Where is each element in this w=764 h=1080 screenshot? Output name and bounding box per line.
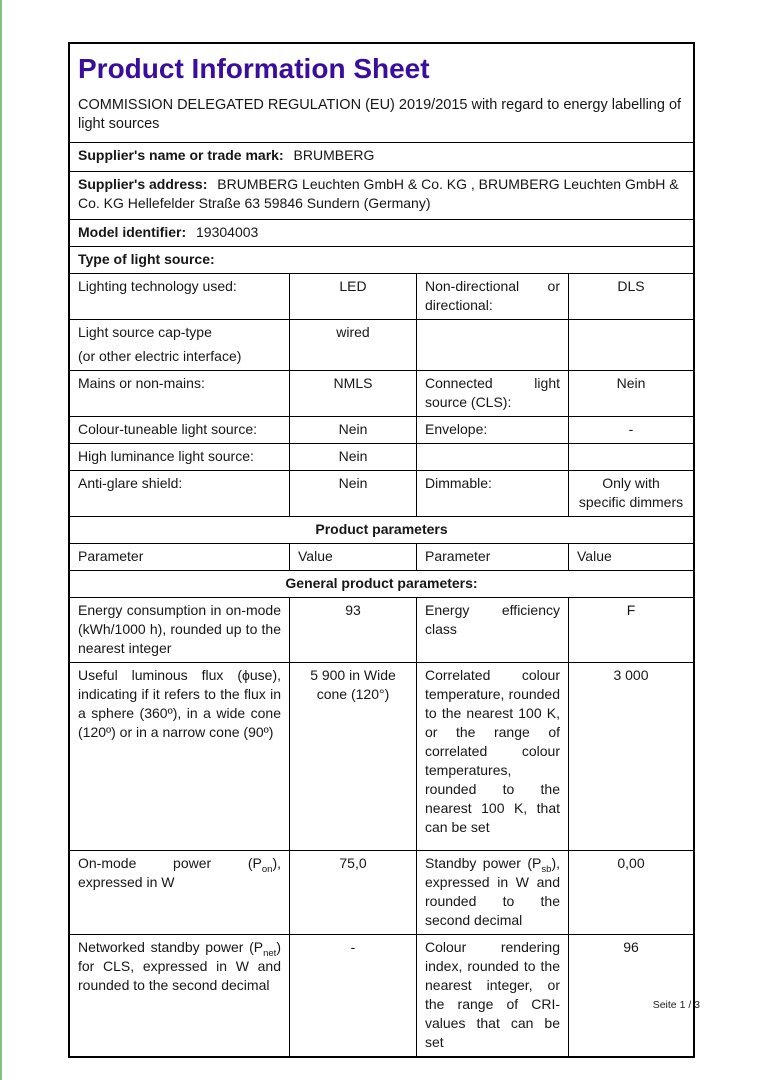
cap-type-label bbox=[70, 320, 289, 370]
high-luminance-row bbox=[70, 443, 693, 470]
anti-glare-label: Anti-glare shield: bbox=[78, 475, 183, 491]
standby-power-label-post: ), expressed in W and rounded to the second decimal bbox=[425, 855, 560, 928]
colour-tuneable-value: Nein bbox=[289, 417, 416, 443]
standby-power-label bbox=[416, 851, 568, 934]
luminous-flux-label: Useful luminous flux (ϕuse), indicating if it refers to the flux in a sphere (360º), in a wide cone (120º) or in a narrow cone (90º) bbox=[78, 667, 281, 740]
lighting-technology-value: LED bbox=[289, 274, 416, 319]
cap-type-value: wired bbox=[289, 320, 416, 370]
mains-value: NMLS bbox=[289, 371, 416, 416]
supplier-address-label: Supplier's address: bbox=[78, 176, 208, 192]
on-mode-power-label-sub: on bbox=[261, 863, 273, 875]
anti-glare-value: Nein bbox=[289, 471, 416, 516]
model-identifier-cell bbox=[70, 220, 693, 246]
lighting-technology-row bbox=[70, 273, 693, 319]
envelope-value: - bbox=[568, 417, 693, 443]
type-of-light-source-label: Type of light source: bbox=[78, 251, 215, 267]
dimmable-label: Dimmable: bbox=[416, 471, 568, 516]
networked-standby-label-pre: Networked standby power (P bbox=[78, 939, 264, 955]
supplier-address-row bbox=[70, 171, 693, 219]
energy-efficiency-class-value: F bbox=[568, 598, 693, 662]
high-luminance-empty-label bbox=[416, 444, 568, 470]
type-of-light-source-cell bbox=[70, 247, 693, 273]
networked-standby-row bbox=[70, 934, 693, 1056]
networked-standby-label-sub: net bbox=[263, 947, 277, 959]
colour-rendering-index-label: Colour rendering index, rounded to the nearest integer, or the range of CRI-values that can be set bbox=[416, 935, 568, 1056]
supplier-address-cell bbox=[70, 172, 693, 219]
model-identifier-row bbox=[70, 219, 693, 246]
page-number: Seite 1 / 3 bbox=[652, 999, 700, 1011]
supplier-address-value: BRUMBERG Leuchten GmbH & Co. KG , BRUMBERG Leuchten GmbH & Co. KG Hellefelder Straße 63 59846 Sundern (Germany) bbox=[78, 176, 679, 211]
supplier-name-value: BRUMBERG bbox=[293, 147, 375, 163]
cap-type-row bbox=[70, 319, 693, 370]
high-luminance-label: High luminance light source: bbox=[78, 448, 254, 464]
on-mode-power-value: 75,0 bbox=[289, 851, 416, 934]
column-header-value-1: Value bbox=[289, 544, 416, 570]
energy-consumption-row bbox=[70, 597, 693, 662]
high-luminance-empty-value bbox=[568, 444, 693, 470]
on-mode-power-label bbox=[70, 851, 289, 934]
general-parameters-section-row bbox=[70, 570, 693, 597]
colour-tuneable-row bbox=[70, 416, 693, 443]
cls-label: Connected light source (CLS): bbox=[416, 371, 568, 416]
energy-efficiency-class-label: Energy efficiency class bbox=[416, 598, 568, 662]
colour-temperature-label: Correlated colour temperature, rounded to the nearest 100 K, or the range of correlated colour temperatures, rounded to the nearest 100 K, that can be set bbox=[416, 663, 568, 850]
colour-rendering-index-value: 96 bbox=[568, 935, 693, 1056]
anti-glare-row bbox=[70, 470, 693, 516]
cap-type-empty-value bbox=[568, 320, 693, 370]
supplier-name-label: Supplier's name or trade mark: bbox=[78, 147, 284, 163]
networked-standby-label-post: ) for CLS, expressed in W and rounded to the second decimal bbox=[78, 939, 281, 993]
on-mode-power-label-pre: On-mode power (P bbox=[78, 855, 262, 871]
high-luminance-value: Nein bbox=[289, 444, 416, 470]
model-identifier-value: 19304003 bbox=[196, 224, 259, 240]
lighting-technology-label: Lighting technology used: bbox=[78, 278, 237, 294]
product-parameters-section-row bbox=[70, 516, 693, 543]
cap-type-label-line1: Light source cap-type bbox=[78, 324, 212, 340]
product-information-table bbox=[68, 42, 695, 1058]
directionality-label: Non-directional or directional: bbox=[416, 274, 568, 319]
on-mode-power-label-post: ), expressed in W bbox=[78, 855, 281, 890]
luminous-flux-value: 5 900 in Wide cone (120°) bbox=[289, 663, 416, 850]
standby-power-label-sub: sb bbox=[541, 863, 552, 875]
product-parameters-section-title: Product parameters bbox=[315, 521, 448, 537]
energy-consumption-label: Energy consumption in on-mode (kWh/1000 h), rounded up to the nearest integer bbox=[78, 602, 281, 656]
standby-power-value: 0,00 bbox=[568, 851, 693, 934]
title-row bbox=[70, 44, 693, 142]
networked-standby-value: - bbox=[289, 935, 416, 1056]
dimmable-value: Only with specific dimmers bbox=[568, 471, 693, 516]
general-parameters-section-title: General product parameters: bbox=[285, 575, 478, 591]
column-header-value-2: Value bbox=[568, 544, 693, 570]
directionality-value: DLS bbox=[568, 274, 693, 319]
mains-row bbox=[70, 370, 693, 416]
supplier-name-cell bbox=[70, 143, 693, 171]
left-edge-accent bbox=[0, 0, 2, 1080]
colour-tuneable-label: Colour-tuneable light source: bbox=[78, 421, 257, 437]
column-header-parameter-2: Parameter bbox=[416, 544, 568, 570]
page-title: Product Information Sheet bbox=[78, 53, 430, 84]
on-mode-power-row bbox=[70, 850, 693, 934]
standby-power-label-pre: Standby power (P bbox=[425, 855, 542, 871]
column-header-row bbox=[70, 543, 693, 570]
cap-type-label-line2: (or other electric interface) bbox=[78, 348, 242, 364]
mains-label: Mains or non-mains: bbox=[78, 375, 205, 391]
networked-standby-label bbox=[70, 935, 289, 1056]
column-header-parameter-1: Parameter bbox=[78, 548, 144, 564]
energy-consumption-value: 93 bbox=[289, 598, 416, 662]
type-of-light-source-row bbox=[70, 246, 693, 273]
cls-value: Nein bbox=[568, 371, 693, 416]
luminous-flux-row bbox=[70, 662, 693, 850]
regulation-subtitle: COMMISSION DELEGATED REGULATION (EU) 2019/2015 with regard to energy labelling of light sources bbox=[78, 97, 682, 132]
colour-temperature-value: 3 000 bbox=[568, 663, 693, 850]
model-identifier-label: Model identifier: bbox=[78, 224, 187, 240]
supplier-name-row bbox=[70, 142, 693, 171]
envelope-label: Envelope: bbox=[416, 417, 568, 443]
title-cell bbox=[70, 44, 693, 142]
cap-type-empty-label bbox=[416, 320, 568, 370]
